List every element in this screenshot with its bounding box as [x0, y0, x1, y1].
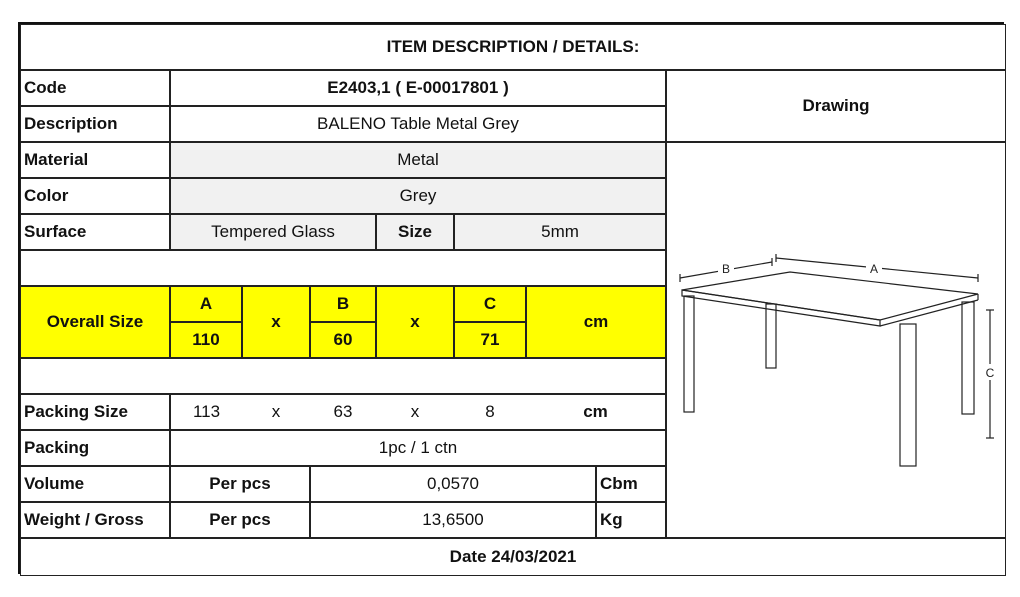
material-value: Metal: [170, 142, 666, 178]
packing-value: 1pc / 1 ctn: [170, 430, 666, 466]
volume-unit: Cbm: [596, 466, 666, 502]
overall-a-label: A: [170, 286, 242, 322]
overall-a-value: 110: [170, 322, 242, 358]
material-label: Material: [20, 142, 170, 178]
packing-x-1: x: [242, 394, 310, 430]
weight-value: 13,6500: [310, 502, 596, 538]
spacer-row: [20, 358, 666, 394]
code-value: E2403,1 ( E-00017801 ): [170, 70, 666, 106]
weight-unit: Kg: [596, 502, 666, 538]
packing-label: Packing: [20, 430, 170, 466]
color-label: Color: [20, 178, 170, 214]
volume-value: 0,0570: [310, 466, 596, 502]
size-value: 5mm: [454, 214, 666, 250]
overall-c-value: 71: [454, 322, 526, 358]
table-drawing: [666, 142, 1006, 538]
packing-unit: cm: [526, 394, 666, 430]
packing-x-2: x: [376, 394, 454, 430]
volume-per: Per pcs: [170, 466, 310, 502]
surface-label: Surface: [20, 214, 170, 250]
overall-b-label: B: [310, 286, 376, 322]
overall-x-2: x: [376, 286, 454, 358]
packing-b-value: 63: [310, 394, 376, 430]
overall-b-value: 60: [310, 322, 376, 358]
dim-a-label: A: [869, 262, 879, 276]
spacer-row: [20, 250, 666, 286]
dim-b-label: B: [721, 262, 731, 276]
spec-sheet: [18, 22, 1004, 574]
overall-size-label: Overall Size: [20, 286, 170, 358]
overall-c-label: C: [454, 286, 526, 322]
packing-c-value: 8: [454, 394, 526, 430]
volume-label: Volume: [20, 466, 170, 502]
surface-value: Tempered Glass: [170, 214, 376, 250]
overall-x-1: x: [242, 286, 310, 358]
size-label: Size: [376, 214, 454, 250]
packing-a-value: 113: [170, 394, 242, 430]
weight-per: Per pcs: [170, 502, 310, 538]
packing-size-label: Packing Size: [20, 394, 170, 430]
description-value: BALENO Table Metal Grey: [170, 106, 666, 142]
weight-label: Weight / Gross: [20, 502, 170, 538]
code-label: Code: [20, 70, 170, 106]
date-footer: Date 24/03/2021: [20, 538, 1006, 576]
dim-c-label: C: [985, 366, 995, 380]
description-label: Description: [20, 106, 170, 142]
drawing-title: Drawing: [666, 70, 1006, 142]
sheet-title: ITEM DESCRIPTION / DETAILS:: [20, 24, 1006, 70]
overall-unit: cm: [526, 286, 666, 358]
color-value: Grey: [170, 178, 666, 214]
